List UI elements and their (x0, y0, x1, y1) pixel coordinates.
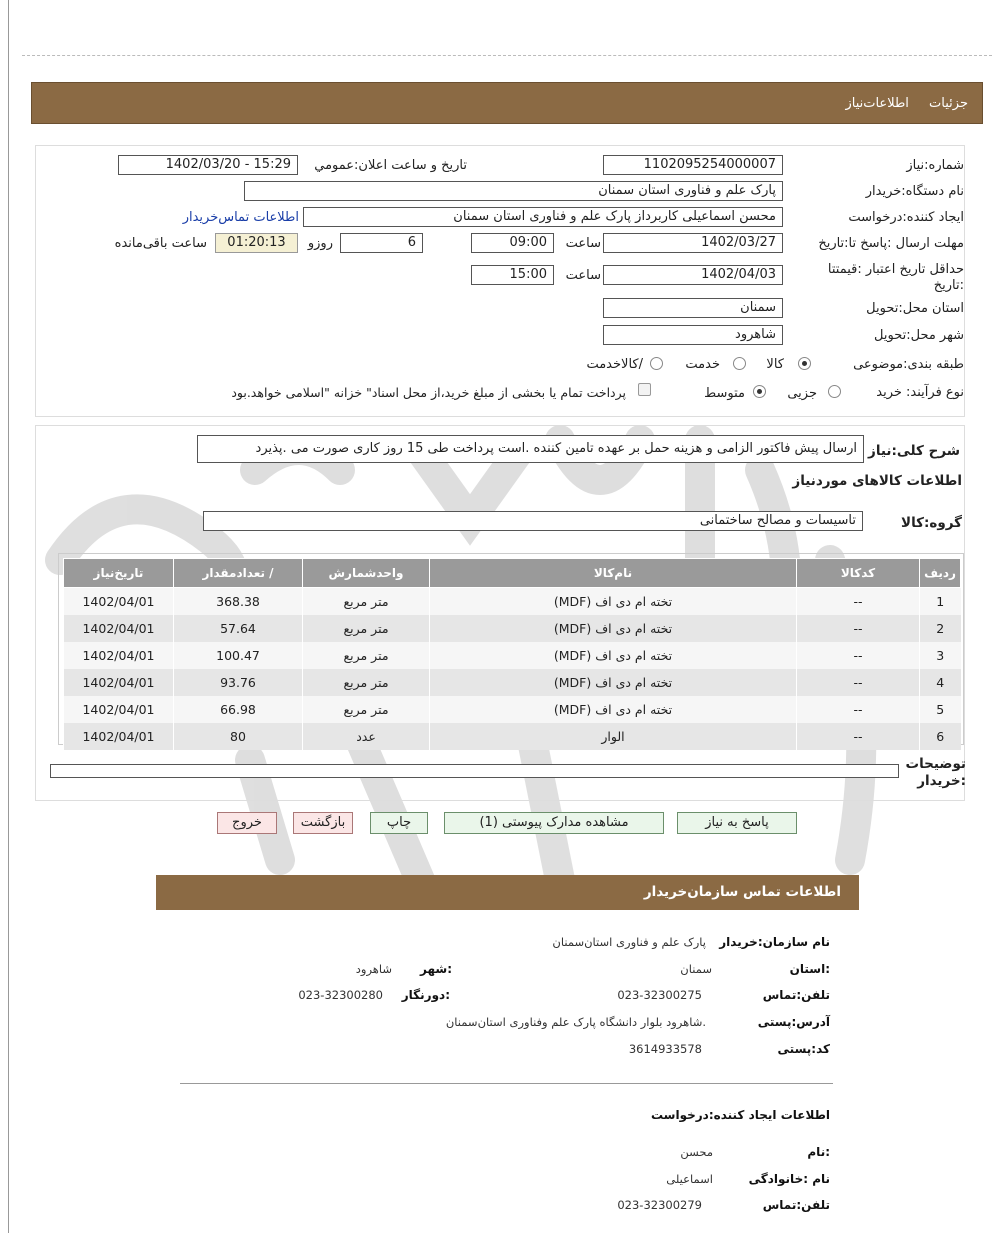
back-button[interactable]: بازگشت (293, 812, 353, 834)
cell-code: -- (797, 642, 920, 669)
creator-name-label: :نام (807, 1145, 830, 1159)
cell-row: 1 (920, 588, 961, 616)
table-row (64, 696, 961, 723)
details-header-bar (31, 82, 983, 124)
left-border-line (8, 0, 9, 1233)
creator-phone-value: 023-32300279 (617, 1198, 702, 1212)
province-field: سمنان (603, 298, 783, 318)
cell-name: تخته ام دی اف (MDF) (430, 588, 797, 616)
cell-name: تخته ام دی اف (MDF) (430, 696, 797, 723)
remaining-label: ساعت باقی‌مانده (114, 236, 207, 251)
cell-quantity: 100.47 (174, 642, 303, 669)
contact-postal-value: 3614933578 (628, 1042, 702, 1056)
days-label: روزو (307, 236, 333, 251)
city-label: شهر محل:تحویل (874, 328, 964, 343)
process-label: نوع فرآیند: خرید (876, 385, 964, 400)
cell-row: 3 (920, 642, 961, 669)
table-row (64, 615, 961, 642)
contact-phone-label: تلفن:تماس (762, 988, 830, 1002)
need-number-field: 1102095254000007 (603, 155, 783, 175)
cell-name: الوار (430, 723, 797, 750)
col-code: کدکالا (797, 559, 920, 588)
cell-unit: متر مربع (303, 669, 430, 696)
process-minor-radio[interactable] (828, 385, 841, 398)
cell-date: 1402/04/01 (64, 669, 174, 696)
buyer-notes-label-2: :خریدار (917, 773, 966, 789)
cell-quantity: 368.38 (174, 588, 303, 616)
cell-name: تخته ام دی اف (MDF) (430, 615, 797, 642)
cell-date: 1402/04/01 (64, 723, 174, 750)
cell-quantity: 80 (174, 723, 303, 750)
top-dashed-divider (22, 55, 992, 56)
city-field: شاهرود (603, 325, 783, 345)
goods-group-field: تاسیسات و مصالح ساختمانی (203, 511, 863, 531)
creator-phone-label: تلفن:تماس (762, 1198, 830, 1212)
cell-row: 6 (920, 723, 961, 750)
cell-row: 5 (920, 696, 961, 723)
cell-unit: متر مربع (303, 696, 430, 723)
category-goods-service-label: /کالاخدمت (586, 357, 643, 372)
province-label: استان محل:تحویل (866, 301, 964, 316)
days-field: 6 (340, 233, 423, 253)
category-goods-radio[interactable] (798, 357, 811, 370)
contact-divider (180, 1083, 833, 1084)
cell-row: 4 (920, 669, 961, 696)
validity-time-field: 15:00 (471, 265, 554, 285)
cell-unit: متر مربع (303, 642, 430, 669)
deadline-label: مهلت ارسال :پاسخ تا:تاریخ (818, 236, 964, 251)
creator-family-label: نام :خانوادگی (748, 1172, 830, 1186)
category-service-label: خدمت (685, 357, 720, 372)
cell-date: 1402/04/01 (64, 696, 174, 723)
cell-code: -- (797, 615, 920, 642)
buyer-notes-label: توضیحات (905, 756, 966, 772)
buyer-contact-link[interactable]: اطلاعات تماس‌خریدار (182, 210, 299, 225)
contact-postal-label: کد:پستی (777, 1042, 830, 1056)
category-label: طبقه بندی:موضوعی (853, 357, 964, 372)
buyer-org-label: نام دستگاه:خریدار (865, 184, 964, 199)
reply-button[interactable]: پاسخ به نیاز (677, 812, 797, 834)
deadline-date-field: 1402/03/27 (603, 233, 783, 253)
cell-unit: متر مربع (303, 615, 430, 642)
buyer-org-field: پارک علم و فناوری استان سمنان (244, 181, 783, 201)
category-service-radio[interactable] (733, 357, 746, 370)
creator-name-value: محسن (680, 1145, 713, 1159)
validity-time-label: ساعت (565, 268, 601, 283)
validity-label: حداقل تاریخ اعتبار :قیمتتا (827, 262, 964, 277)
tab-details[interactable]: جزئیات (929, 96, 968, 111)
category-goods-service-radio[interactable] (650, 357, 663, 370)
cell-code: -- (797, 588, 920, 616)
buyer-contact-title: اطلاعات تماس سازمان‌خریدار (643, 884, 841, 900)
table-row (64, 723, 961, 750)
contact-province-value: سمنان (680, 962, 712, 976)
table-row (64, 642, 961, 669)
table-row (64, 669, 961, 696)
goods-group-label: گروه:کالا (901, 515, 962, 531)
announce-datetime-field: 1402/03/20 - 15:29 (118, 155, 298, 175)
cell-code: -- (797, 723, 920, 750)
col-row: ردیف (920, 559, 961, 588)
buyer-contact-header (156, 875, 859, 910)
announce-label: تاریخ و ساعت اعلان:عمومي (314, 158, 467, 173)
treasury-payment-checkbox[interactable] (638, 383, 651, 396)
contact-city-label: :شهر (420, 962, 452, 976)
description-label: شرح کلی:نیاز (868, 443, 960, 459)
cell-name: تخته ام دی اف (MDF) (430, 642, 797, 669)
contact-fax-value: 023-32300280 (298, 988, 383, 1002)
print-button[interactable]: چاپ (370, 812, 428, 834)
cell-quantity: 93.76 (174, 669, 303, 696)
cell-unit: عدد (303, 723, 430, 750)
org-value: پارک علم و فناوری استان‌سمنان (552, 935, 706, 949)
contact-city-value: شاهرود (355, 962, 392, 976)
process-medium-radio[interactable] (753, 385, 766, 398)
cell-date: 1402/04/01 (64, 642, 174, 669)
deadline-time-label: ساعت (565, 236, 601, 251)
cell-code: -- (797, 669, 920, 696)
cell-name: تخته ام دی اف (MDF) (430, 669, 797, 696)
contact-province-label: :استان (789, 962, 830, 976)
creator-info-title: اطلاعات ایجاد کننده:درخواست (650, 1108, 830, 1122)
category-goods-label: کالا (766, 357, 784, 372)
items-table (63, 558, 961, 750)
cell-unit: متر مربع (303, 588, 430, 616)
deadline-time-field: 09:00 (471, 233, 554, 253)
attachments-button[interactable]: مشاهده مدارک پیوستی (1) (444, 812, 664, 834)
contact-fax-label: :دورنگار (401, 988, 450, 1002)
contact-address-value: .شاهرود بلوار دانشگاه پارک علم وفناوری استان‌سمنان (445, 1015, 706, 1029)
col-need-date: تاریخ‌نیاز (64, 559, 174, 588)
process-medium-label: متوسط (704, 386, 745, 401)
goods-info-title: اطلاعات کالاهای موردنیاز (792, 473, 962, 489)
cell-code: -- (797, 696, 920, 723)
description-field: ارسال پیش فاکتور الزامی و هزینه حمل بر عهده تامین کننده .است پرداخت طی 15 روز کاری صورت می .پذیرد (197, 435, 864, 463)
cell-date: 1402/04/01 (64, 615, 174, 642)
cell-date: 1402/04/01 (64, 588, 174, 616)
tab-need-info[interactable]: اطلاعات‌نیاز (845, 96, 909, 111)
contact-phone-value: 023-32300275 (617, 988, 702, 1002)
org-label: نام سازمان:خریدار (719, 935, 830, 949)
exit-button[interactable]: خروج (217, 812, 277, 834)
treasury-payment-note: پرداخت تمام یا بخشی از مبلغ خرید،از محل اسناد" خزانه "اسلامی خواهد.بود (231, 385, 626, 400)
creator-family-value: اسماعیلی (666, 1172, 713, 1186)
remaining-time-field: 01:20:13 (215, 233, 298, 253)
validity-label-2: :تاریخ (933, 278, 964, 293)
col-name: نام‌کالا (430, 559, 797, 588)
creator-field: محسن اسماعیلی کاربرداز پارک علم و فناوری استان سمنان (303, 207, 783, 227)
cell-quantity: 66.98 (174, 696, 303, 723)
process-minor-label: جزیی (787, 386, 817, 401)
contact-address-label: آدرس:پستی (757, 1015, 830, 1029)
table-row (64, 588, 961, 616)
cell-row: 2 (920, 615, 961, 642)
buyer-notes-field (50, 764, 899, 778)
creator-label: ایجاد کننده:درخواست (848, 210, 964, 225)
col-unit: واحدشمارش (303, 559, 430, 588)
validity-date-field: 1402/04/03 (603, 265, 783, 285)
col-quantity: / تعدادمقدار (174, 559, 303, 588)
cell-quantity: 57.64 (174, 615, 303, 642)
need-number-label: شماره:نیاز (906, 158, 964, 173)
